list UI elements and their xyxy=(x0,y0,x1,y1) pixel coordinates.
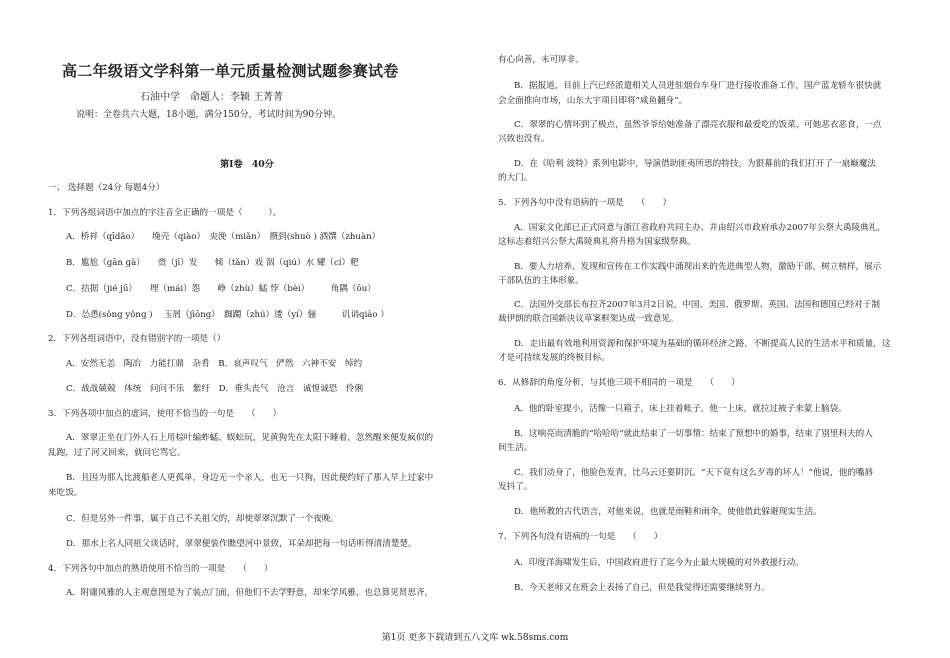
section-one-heading: 一、 选择题（24分 每题4分） xyxy=(48,183,165,193)
option-b-line-2: 间生活。 xyxy=(498,443,533,453)
option-a: A．印度洋海啸发生后，中国政府进行了迄今为止最大规模的对外救援行动。 xyxy=(514,558,804,568)
option-d-line-2: 才是可持续发展的终极目标。 xyxy=(498,353,610,363)
instructions: 说明：全卷共六大题，18小题，满分150分，考试时间为90分钟。 xyxy=(76,110,342,120)
option-c: C．但是另外一件事，属于自己不关祖父的，却使翠翠沉默了一个夜晚。 xyxy=(66,514,339,524)
option-c-line-2: 兴致也没有。 xyxy=(498,134,550,144)
question-stem: 6．从修辞的角度分析，与其他三项不相同的一项是 （ ） xyxy=(498,378,740,388)
option-c: C．拮据（jié jū） 埋（mái）怨 峥（zhù）蜢 悖（bèi） 角隅（ōu） xyxy=(66,284,376,294)
page-footer: 第1页 更多下载请到五八文库 wk.58sms.com xyxy=(381,633,569,643)
option-a-b: A．安然无恙 陶冶 力能扛鼎 杂肴 B．哀声叹气 俨然 六神不安 绰约 xyxy=(66,359,363,369)
option-a-line-2: 这标志着绍兴公祭大禹陵典礼将升格为国家级祭典。 xyxy=(498,237,696,247)
option-d: D．那水上名人同祖父谈话时，翠翠便装作瞧望河中景致，耳朵却把每一句话听得清清楚楚。 xyxy=(66,539,417,549)
option-b: B．尴尬（gān gà） 赍（jī）发 倾（tǎn）戏 泅（qiú）水 耀（cí）粑 xyxy=(66,258,359,268)
option-a: A．桥袢（qīdǎo） 堍壳（qiào） 央浼（miǎn） 攒到(shuò ) 酒馔（zhuàn） xyxy=(66,232,381,242)
option-c-d: C．战战兢兢 体统 问问不乐 紫纡 D．垂头丧气 沧言 诚惶诚恐 伶俐 xyxy=(66,384,364,394)
question-stem: 7、下列各句没有语病的一句是 （ ） xyxy=(498,532,663,542)
option-d: D．怂恿(sǒng yǒng ) 玉屑（jīōng） 踟躅（zhú）逶（yí）俪 讥诮qiào ） xyxy=(66,310,389,320)
option-b-line-1: B．据报道，目前上汽已经派遣相关人员进驻烟台车身厂进行接收准备工作，国产蓝龙轿车很快就 xyxy=(514,81,882,91)
option-a-line-1: A．国家文化部已正式同意与浙江省政府共同主办、并由绍兴市政府承办2007年公祭大禹陵典礼， xyxy=(514,223,886,233)
option-c-line-2: 发抖了。 xyxy=(498,482,533,492)
question-stem: 3．下列各项中加点的虚词，使用不恰当的一句是 （ ） xyxy=(48,409,282,419)
option-a-line-1: A．附庸风雅的人主观意图是为了装点门面，但他们不去学野意，却来学风雅，也总算见贤思齐， xyxy=(66,588,434,598)
option-b-line-2: 来吃饭。 xyxy=(48,488,83,498)
page-title: 高二年级语文学科第一单元质量检测试题参赛试卷 xyxy=(62,62,399,80)
option-b-line-2: 干部队伍的主体形象。 xyxy=(498,276,584,286)
option-a-line-2: 有心向善，未可厚非。 xyxy=(498,55,584,65)
question-stem: 1．下列各组词语中加点的字注音全正确的一项是（ ）。 xyxy=(48,208,282,218)
option-a: A．他的卧室提小，活像一只箱子，床上挂着帐子，他一上床，就拉过被子来蒙上脑袋。 xyxy=(514,404,847,414)
option-b-line-1: B．且因为那人比渡船老人更孤单，身边无一个亲人，也无一只狗，因此便约好了那人早上过家中 xyxy=(66,473,434,483)
question-stem: 5．下列各句中没有语病的一项是 （ ） xyxy=(498,198,672,208)
option-c-line-1: C．法国外交部长布拉齐2007年3月2日说，中国、美国、俄罗斯、英国、法国和德国已经对于制 xyxy=(514,300,880,310)
option-b-line-2: 会全面推向市场，山东大宇项目即将“咸鱼翻身”。 xyxy=(498,96,688,106)
option-d-line-2: 的大门。 xyxy=(498,173,533,183)
question-stem: 4．下列各句中加点的熟语使用不恰当的一项是 （ ） xyxy=(48,564,273,574)
option-d: D．他所教的古代语言，对他来说，也就是雨鞋和雨伞，使他借此躲避现实生活。 xyxy=(514,507,822,517)
option-d-line-1: D．走出最有效地利用资源和保护环境为基础的循环经济之路，不断提高人民的生活水平和质量，这 xyxy=(514,339,891,349)
option-c-line-1: C．我们动身了，他脸色发青，比乌云还要阴沉。“天下竟有这么歹毒的坏人！”他说，他的嘴唇 xyxy=(514,468,874,478)
question-stem: 2．下列各组词语中，没有错别字的一项是（） xyxy=(48,334,226,344)
option-d-line-1: D．在《哈利 波特》系列电影中，导演借助匪夷所思的特技，为银幕前的我们打开了一扇巅魔法 xyxy=(514,159,876,169)
option-a-line-2: 乱跑，过了河又回来，就问它骂它。 xyxy=(48,448,186,458)
option-c-line-2: 裁伊朗的联合国新决议草案框架达成一致意见。 xyxy=(498,314,679,324)
option-b-line-1: B．要人力培养、发现和宣传在工作实践中涌现出来的先进典型人物，激励干部，树立榜样，展示 xyxy=(514,262,882,272)
option-a-line-1: A．翠翠正坐在门外人石上用棕叶编蚱蜢、蜈蚣玩，见黄狗先在太阳下睡着，忽然醒来便发疯似的 xyxy=(66,433,434,443)
school-author: 石油中学 命题人：李颖 王菁菁 xyxy=(140,92,284,103)
option-b: B．今天老师又在班会上表扬了自己，但是我觉得还需要继续努力。 xyxy=(514,583,770,593)
option-b-line-1: B．这响亮而清脆的“哈哈哈”就此结束了一切事情：结束了预想中的婚事，结束了别里科夫的人 xyxy=(514,429,873,439)
option-c-line-1: C．翠翠的心情坏到了极点，虽然爷爷给她准备了漂亮衣服和最爱吃的饭菜，可她恶衣恶食，一点 xyxy=(514,120,882,130)
part-title: 第Ⅰ卷 40分 xyxy=(220,159,274,170)
